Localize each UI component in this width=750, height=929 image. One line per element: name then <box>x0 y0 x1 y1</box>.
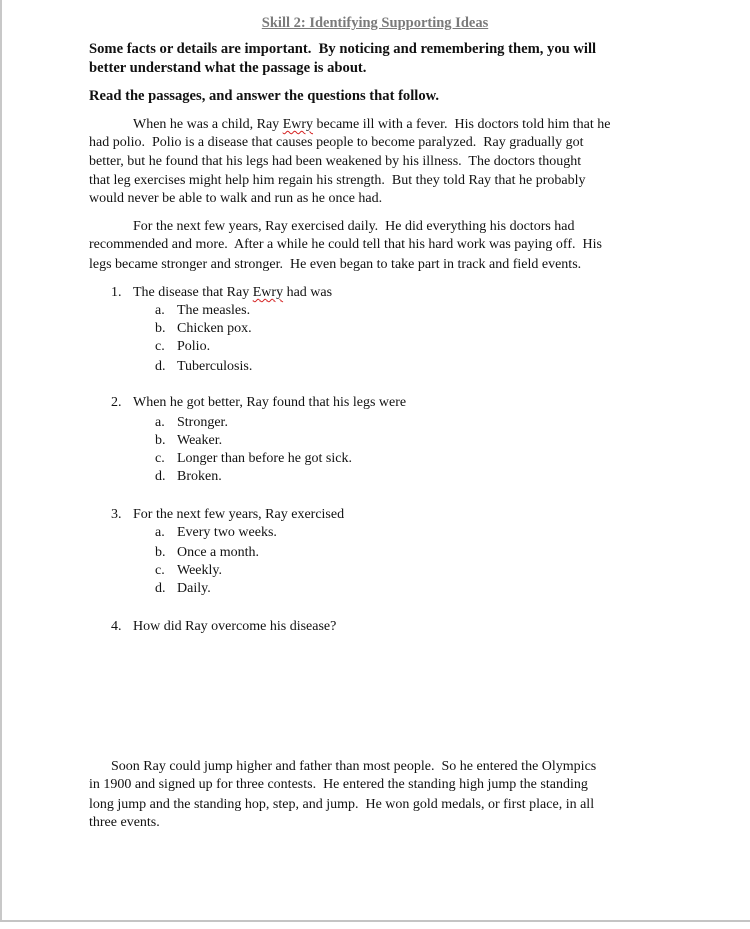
passage-line <box>89 796 594 814</box>
text-segment: 2. <box>111 395 122 410</box>
passage-line <box>89 256 581 274</box>
text-segment: a. <box>155 303 165 318</box>
passage-line <box>89 236 602 254</box>
text-segment: Weekly. <box>177 563 223 578</box>
page-bottom-edge <box>0 920 750 922</box>
text-segment: d. <box>155 581 166 596</box>
text-segment: Tuberculosis. <box>177 359 253 374</box>
text-segment: long jump and the standing hop, step, and jump. He won gold medals, or first place, in all <box>89 797 595 812</box>
option-text <box>177 562 222 580</box>
text-segment: b. <box>155 321 166 336</box>
instruction <box>89 87 439 105</box>
passage-line <box>89 190 382 208</box>
option-text <box>177 450 352 468</box>
passage-line <box>111 758 596 776</box>
text-segment: The measles. <box>177 303 251 318</box>
text-segment: Soon Ray could jump higher and father than most people. So he entered the Olympics <box>111 759 597 774</box>
option-letter <box>155 358 166 376</box>
text-segment: had polio. Polio is a disease that causes people to become paralyzed. Ray gradually got <box>89 135 584 150</box>
page-left-edge <box>0 0 2 922</box>
text-segment: Daily. <box>177 581 211 596</box>
option-letter <box>155 320 166 338</box>
text-segment: c. <box>155 339 165 354</box>
option-letter <box>155 414 165 432</box>
text-segment: Weaker. <box>177 433 223 448</box>
passage-line <box>89 134 584 152</box>
passage-line <box>89 172 586 190</box>
text-segment: a. <box>155 415 165 430</box>
passage-line <box>133 218 575 236</box>
text-segment: Some facts or details are important. By noticing and remembering them, you will <box>89 41 597 57</box>
passage-line <box>89 814 160 832</box>
text-segment: better understand what the passage is about. <box>89 60 367 76</box>
text-segment: 1. <box>111 285 122 300</box>
question-text <box>133 506 344 524</box>
passage-line <box>133 116 610 134</box>
option-letter <box>155 580 166 598</box>
text-segment: For the next few years, Ray exercised daily. He did everything his doctors had <box>133 219 575 234</box>
text-segment: in 1900 and signed up for three contests. He entered the standing high jump the standing <box>89 777 588 792</box>
text-segment: that leg exercises might help him regain his strength. But they told Ray that he probably <box>89 173 586 188</box>
text-segment: d. <box>155 469 166 484</box>
text-segment: b. <box>155 545 166 560</box>
option-text <box>177 468 222 486</box>
option-text <box>177 432 222 450</box>
option-text <box>177 580 211 598</box>
option-text <box>177 358 252 376</box>
question-text <box>133 394 406 412</box>
text-segment: c. <box>155 563 165 578</box>
text-segment: became ill with a fever. His doctors told him that he <box>313 117 611 132</box>
text-segment: The disease that Ray <box>133 285 253 300</box>
text-segment: three events. <box>89 815 160 830</box>
passage-line <box>89 776 588 794</box>
text-segment: When he was a child, Ray <box>133 117 283 132</box>
misspelled-word: Ewry <box>282 117 314 132</box>
text-segment: Longer than before he got sick. <box>177 451 352 466</box>
text-segment: Read the passages, and answer the questions that follow. <box>89 88 440 104</box>
text-segment: Chicken pox. <box>177 321 252 336</box>
option-letter <box>155 302 165 320</box>
intro-line <box>89 59 366 77</box>
text-segment: legs became stronger and stronger. He even began to take part in track and field events. <box>89 257 582 272</box>
question-number <box>111 618 122 636</box>
text-segment: a. <box>155 525 165 540</box>
intro-line <box>89 40 596 58</box>
option-letter <box>155 468 166 486</box>
option-text <box>177 338 210 356</box>
text-segment: Broken. <box>177 469 222 484</box>
question-text <box>133 284 332 302</box>
text-segment: Stronger. <box>177 415 228 430</box>
text-segment: Polio. <box>177 339 211 354</box>
question-number <box>111 394 122 412</box>
text-segment: would never be able to walk and run as he once had. <box>89 191 383 206</box>
option-letter <box>155 450 165 468</box>
option-letter <box>155 524 165 542</box>
text-segment: How did Ray overcome his disease? <box>133 619 337 634</box>
text-segment: Every two weeks. <box>177 525 277 540</box>
text-segment: For the next few years, Ray exercised <box>133 507 345 522</box>
option-text <box>177 302 250 320</box>
option-text <box>177 414 228 432</box>
option-letter <box>155 562 165 580</box>
text-segment: 4. <box>111 619 122 634</box>
text-segment: 3. <box>111 507 122 522</box>
text-segment: b. <box>155 433 166 448</box>
question-number <box>111 506 122 524</box>
text-segment: d. <box>155 359 166 374</box>
option-text <box>177 524 277 542</box>
text-segment: Once a month. <box>177 545 260 560</box>
option-letter <box>155 432 166 450</box>
question-number <box>111 284 122 302</box>
text-segment: c. <box>155 451 165 466</box>
option-letter <box>155 338 165 356</box>
passage-line <box>89 153 581 171</box>
question-text <box>133 618 336 636</box>
text-segment: better, but he found that his legs had been weakened by his illness. The doctors thought <box>89 154 582 169</box>
misspelled-word: Ewry <box>252 285 284 300</box>
text-segment: When he got better, Ray found that his legs were <box>133 395 407 410</box>
option-text <box>177 320 252 338</box>
text-segment: recommended and more. After a while he could tell that his hard work was paying off. His <box>89 237 602 252</box>
option-letter <box>155 544 166 562</box>
text-segment: had was <box>283 285 333 300</box>
option-text <box>177 544 259 562</box>
page-title: Skill 2: Identifying Supporting Ideas <box>261 15 489 31</box>
